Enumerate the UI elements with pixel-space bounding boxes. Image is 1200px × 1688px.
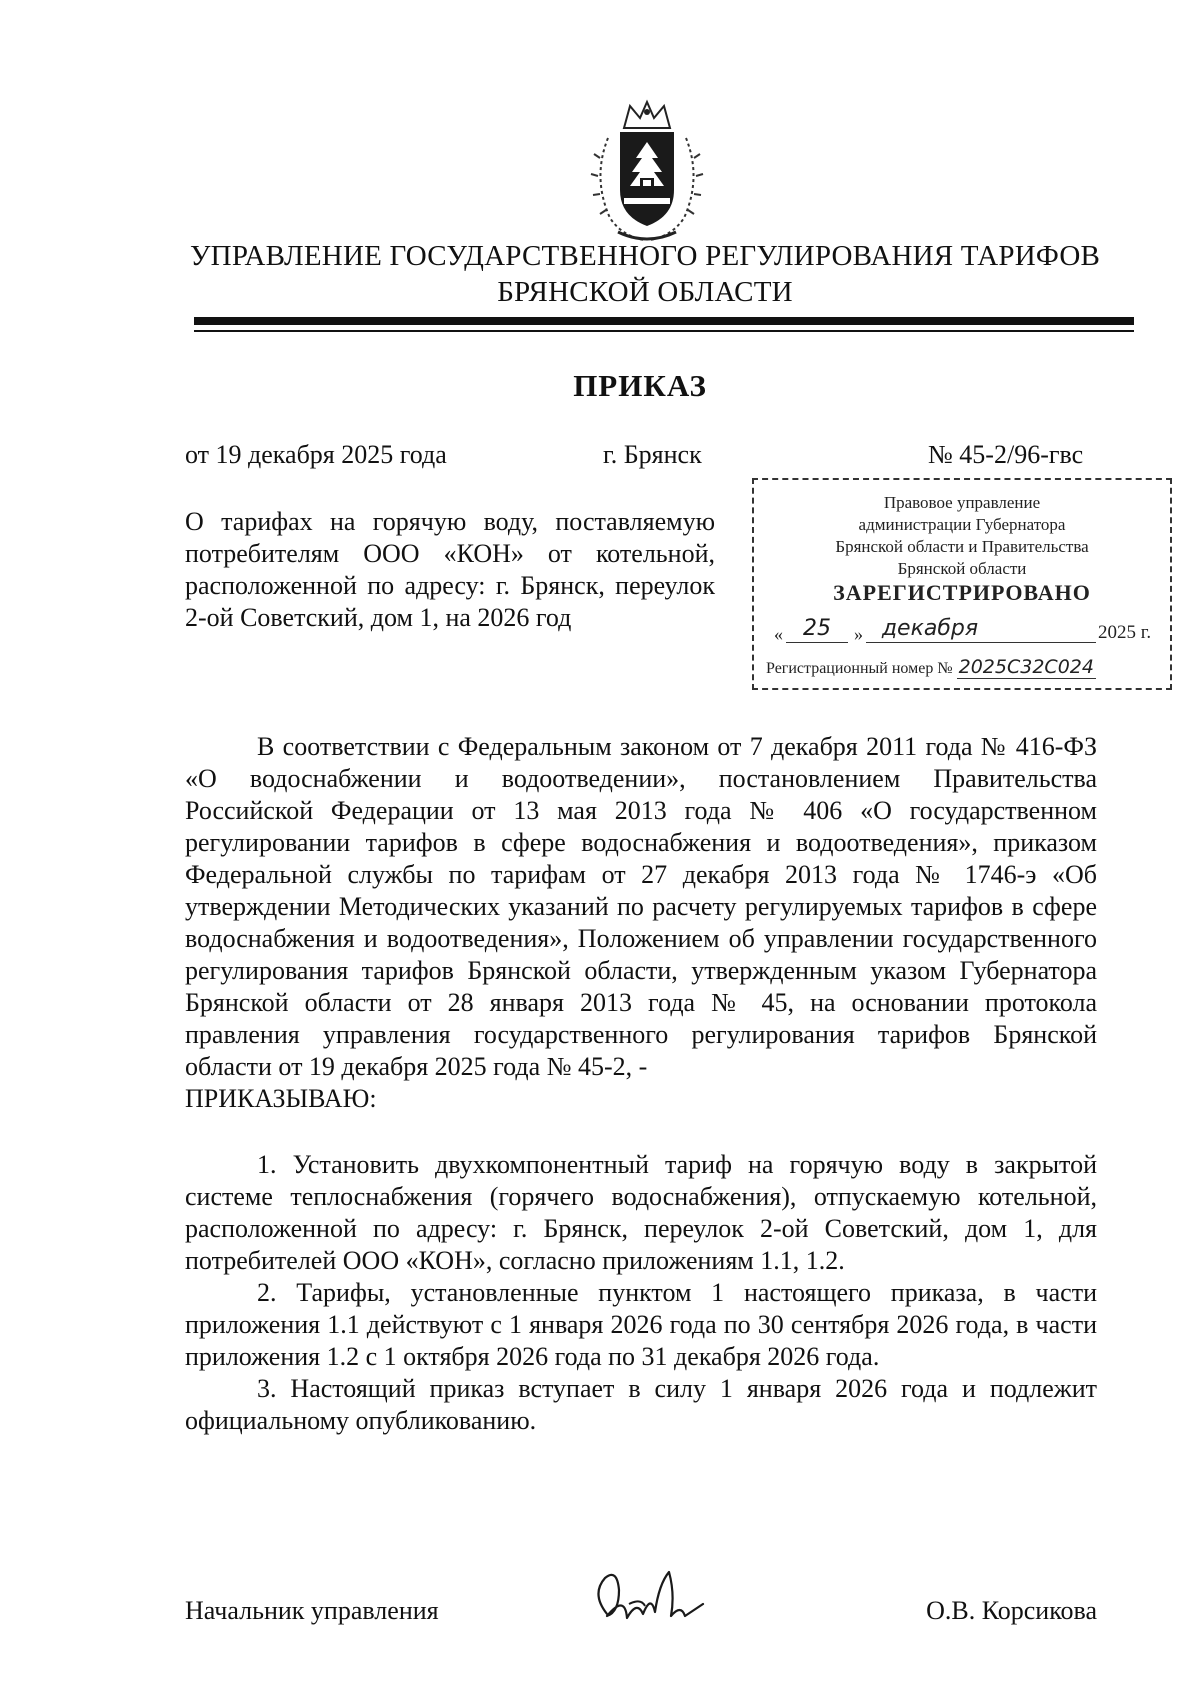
document-date: от 19 декабря 2025 года	[185, 440, 447, 469]
signatory-name: О.В. Корсикова	[926, 1596, 1097, 1625]
registration-stamp	[752, 478, 1172, 690]
signatory-position: Начальник управления	[185, 1596, 439, 1625]
document-body	[185, 731, 1097, 1437]
order-item-3: 3. Настоящий приказ вступает в силу 1 января 2026 года и подлежит официальному опубликованию.	[185, 1374, 1097, 1435]
order-word: ПРИКАЗЫВАЮ:	[185, 1084, 377, 1113]
stamp-organization	[754, 492, 1170, 580]
stamp-year: 2025 г.	[1098, 622, 1152, 643]
agency-line-1: УПРАВЛЕНИЕ ГОСУДАРСТВЕННОГО РЕГУЛИРОВАНИЯ ТАРИФОВ	[189, 240, 1101, 272]
stamp-regno-label: Регистрационный номер №	[766, 660, 953, 677]
coat-of-arms-icon	[588, 98, 706, 246]
stamp-org-line-1: Правовое управление	[883, 493, 1041, 512]
stamp-month-line	[866, 642, 1096, 643]
order-item-1: 1. Установить двухкомпонентный тариф на горячую воду в закрытой системе теплоснабжения (горячего водоснабжения), отпускаемую котельной, расположенной по адресу: г. Брянск, переулок 2-ой Советский, дом 1, для потребителей ООО «КОН», согласно приложениям 1.1, 1.2.	[185, 1150, 1097, 1275]
header-divider-thin	[194, 330, 1134, 332]
stamp-month: декабря	[881, 616, 979, 641]
stamp-org-line-3: Брянской области и Правительства	[835, 537, 1089, 556]
document-city: г. Брянск	[603, 440, 702, 469]
document-title: ПРИКАЗ	[573, 368, 707, 403]
stamp-date	[774, 618, 1164, 648]
stamp-org-line-4: Брянской области	[897, 559, 1027, 578]
stamp-day: 25	[803, 616, 831, 641]
agency-line-2: БРЯНСКОЙ ОБЛАСТИ	[497, 276, 793, 308]
document-subject: О тарифах на горячую воду, поставляемую потребителям ООО «КОН» от котельной, расположенной по адресу: г. Брянск, переулок 2-ой Советский, дом 1, на 2026 год	[185, 507, 715, 632]
order-items	[185, 1149, 1097, 1437]
stamp-open-quote: «	[774, 624, 783, 644]
stamp-org-line-2: администрации Губернатора	[858, 515, 1066, 534]
stamp-close-quote: »	[854, 624, 863, 644]
order-item-2: 2. Тарифы, установленные пунктом 1 настоящего приказа, в части приложения 1.1 действуют с 1 января 2026 года по 30 сентября 2026 года, в части приложения 1.2 с 1 октября 2026 года по 31 декабря 2026 года.	[185, 1278, 1097, 1371]
preamble-paragraph: В соответствии с Федеральным законом от 7 декабря 2011 года № 416-ФЗ «О водоснабжении и водоотведении», постановлением Правительства Российской Федерации от 13 мая 2013 года № 406 «О государственном регулировании тарифов в сфере водоснабжения и водоотведения», приказом Федеральной службы по тарифам от 27 декабря 2013 года № 1746-э «Об утверждении Методических указаний по расчету регулируемых тарифов в сфере водоснабжения и водоотведения», Положением об управлении государственного регулирования тарифов Брянской области, утвержденным указом Губернатора Брянской области от 28 января 2013 года № 45, на основании протокола правления управления государственного регулирования тарифов Брянской области от 19 декабря 2025 года № 45-2, -	[185, 732, 1097, 1081]
handwritten-signature	[585, 1564, 725, 1634]
agency-name	[150, 238, 1140, 310]
signature-block	[185, 1590, 1097, 1650]
document-number: № 45-2/96-гвс	[928, 440, 1084, 469]
stamp-regno-value: 2025С32С024	[958, 656, 1094, 678]
stamp-day-line	[786, 642, 848, 643]
header-divider-thick	[194, 317, 1134, 325]
stamp-registered-label: ЗАРЕГИСТРИРОВАНО	[833, 580, 1091, 605]
stamp-registration-number	[766, 656, 1166, 678]
